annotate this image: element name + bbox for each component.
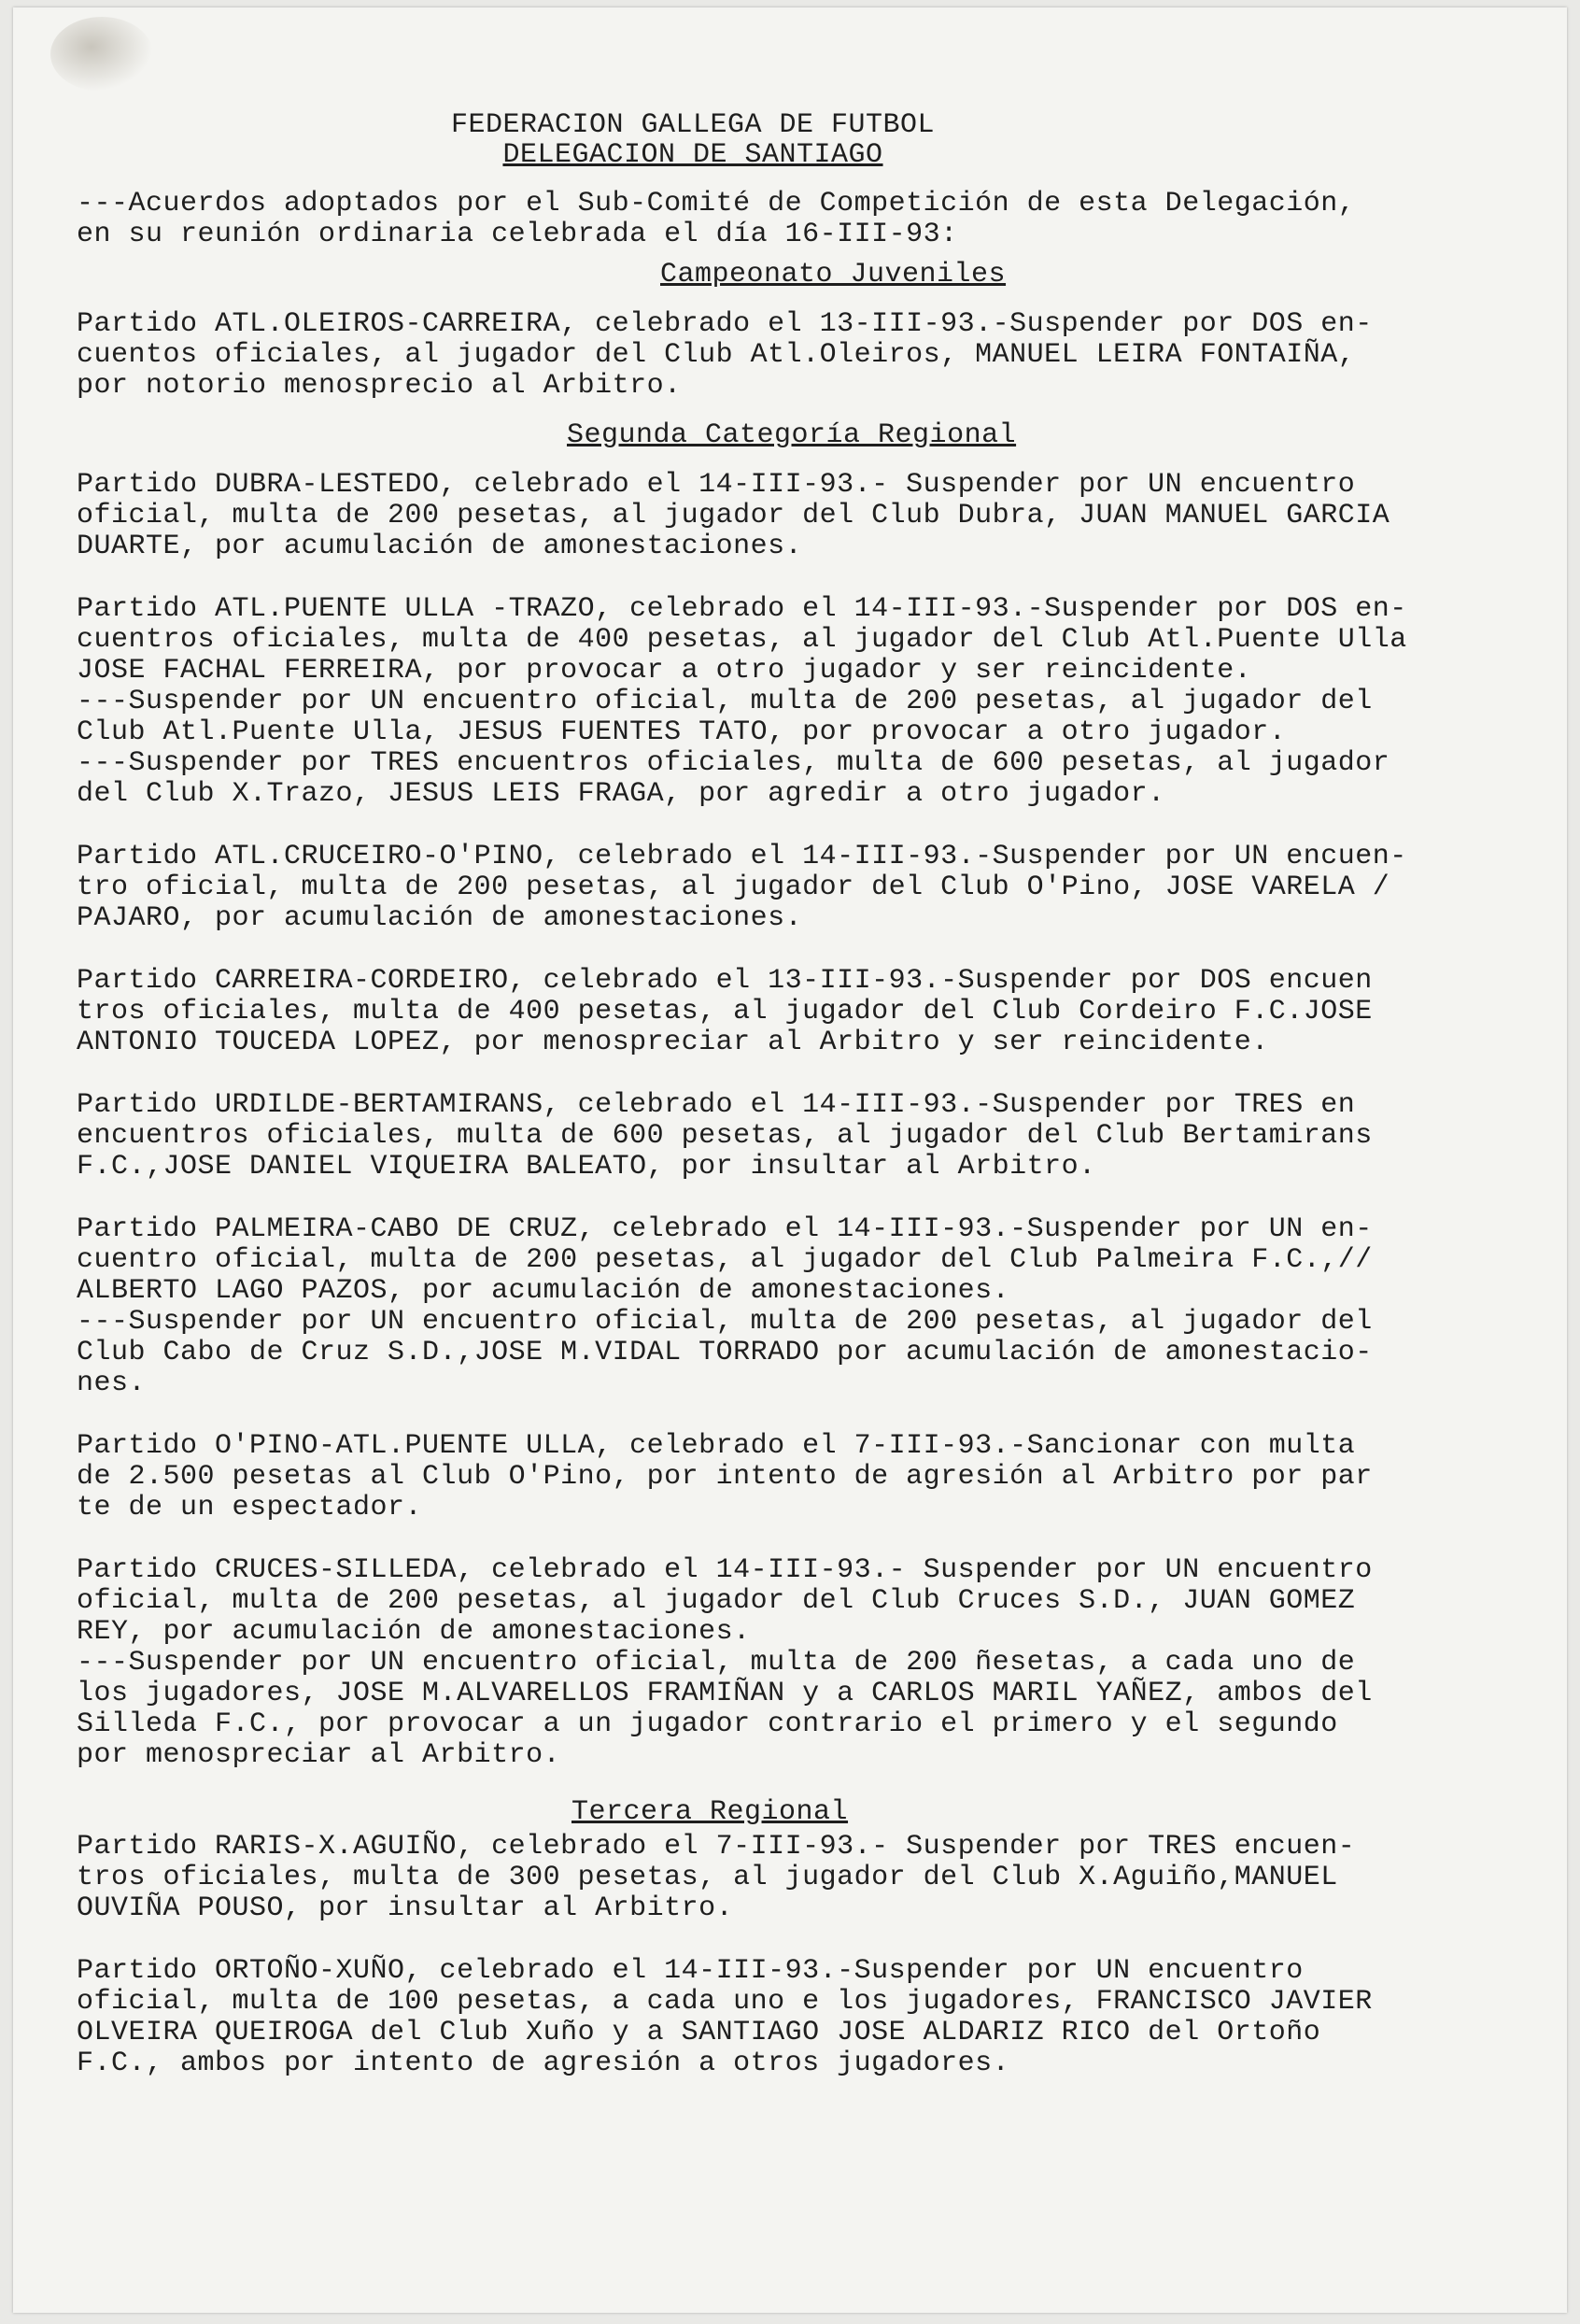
letterhead: [13, 110, 1431, 170]
paragraph-line: del Club X.Trazo, JESUS LEIS FRAGA, por agredir a otro jugador.: [77, 778, 1165, 810]
section-title-juveniles: Campeonato Juveniles: [660, 259, 1007, 290]
paragraph-line: Club Atl.Puente Ulla, JESUS FUENTES TATO, por provocar a otro jugador.: [77, 716, 1287, 748]
paragraph: [77, 594, 1567, 810]
paragraph-line: F.C.,JOSE DANIEL VIQUEIRA BALEATO, por insultar al Arbitro.: [77, 1151, 1096, 1183]
paragraph-line: tros oficiales, multa de 300 pesetas, al jugador del Club X.Aguiño,MANUEL: [77, 1862, 1338, 1893]
paper-stain: [50, 17, 153, 92]
paragraph-line: Partido PALMEIRA-CABO DE CRUZ, celebrado el 14-III-93.-Suspender por UN en-: [77, 1213, 1373, 1245]
paragraph-line: ALBERTO LAGO PAZOS, por acumulación de amonestaciones.: [77, 1275, 1010, 1307]
paragraph: [77, 1214, 1567, 1399]
paragraph-line: los jugadores, JOSE M.ALVARELLOS FRAMIÑAN y a CARLOS MARIL YAÑEZ, ambos del: [77, 1678, 1373, 1709]
paragraph-line: Partido URDILDE-BERTAMIRANS, celebrado el 14-III-93.-Suspender por TRES en: [77, 1089, 1356, 1121]
paragraph-line: OUVIÑA POUSO, por insultar al Arbitro.: [77, 1892, 734, 1924]
paragraph-line: ---Suspender por UN encuentro oficial, multa de 200 pesetas, al jugador del: [77, 1306, 1373, 1338]
document-page: [13, 7, 1567, 2313]
paragraph-line: ---Suspender por UN encuentro oficial, multa de 200 pesetas, al jugador del: [77, 686, 1373, 717]
paragraph-line: por menospreciar al Arbitro.: [77, 1739, 561, 1771]
paragraph-line: tros oficiales, multa de 400 pesetas, al jugador del Club Cordeiro F.C.JOSE: [77, 996, 1373, 1027]
paragraph-line: Partido ATL.CRUCEIRO-O'PINO, celebrado el 14-III-93.-Suspender por UN encuen-: [77, 841, 1407, 872]
paragraph-line: Club Cabo de Cruz S.D.,JOSE M.VIDAL TORRADO por acumulación de amonestacio-: [77, 1337, 1373, 1368]
paragraph-line: PAJARO, por acumulación de amonestaciones.: [77, 902, 803, 934]
section-title-segunda: Segunda Categoría Regional: [567, 419, 1017, 451]
paragraph-line: OLVEIRA QUEIROGA del Club Xuño y a SANTIAGO JOSE ALDARIZ RICO del Ortoño: [77, 2017, 1321, 2048]
paragraph-line: ANTONIO TOUCEDA LOPEZ, por menospreciar al Arbitro y ser reincidente.: [77, 1027, 1269, 1058]
paragraph-line: Partido RARIS-X.AGUIÑO, celebrado el 7-III-93.- Suspender por TRES encuen-: [77, 1831, 1356, 1863]
paragraph-line: Partido CRUCES-SILLEDA, celebrado el 14-III-93.- Suspender por UN encuentro: [77, 1554, 1373, 1586]
paragraph: [77, 842, 1567, 934]
paragraph: [77, 1090, 1567, 1183]
intro-line: en su reunión ordinaria celebrada el día 16-III-93:: [77, 219, 958, 250]
paragraph-line: te de un espectador.: [77, 1492, 423, 1523]
paragraph: [77, 1956, 1567, 2079]
intro-text: [77, 189, 1567, 250]
paragraph-line: cuentros oficiales, multa de 400 pesetas, al jugador del Club Atl.Puente Ulla: [77, 624, 1407, 656]
paragraph-line: ---Suspender por UN encuentro oficial, multa de 200 ñesetas, a cada uno de: [77, 1647, 1356, 1679]
paragraph-line: ---Suspender por TRES encuentros oficiales, multa de 600 pesetas, al jugador: [77, 747, 1390, 779]
paragraph-line: oficial, multa de 200 pesetas, al jugador del Club Dubra, JUAN MANUEL GARCIA: [77, 500, 1390, 531]
paragraph-line: nes.: [77, 1367, 147, 1399]
paragraph-line: Partido ORTOÑO-XUÑO, celebrado el 14-III-93.-Suspender por UN encuentro: [77, 1955, 1304, 1987]
paragraph-line: tro oficial, multa de 200 pesetas, al jugador del Club O'Pino, JOSE VARELA /: [77, 872, 1390, 903]
paragraph-line: cuentos oficiales, al jugador del Club Atl.Oleiros, MANUEL LEIRA FONTAIÑA,: [77, 339, 1356, 371]
paragraph-line: encuentros oficiales, multa de 600 pesetas, al jugador del Club Bertamirans: [77, 1120, 1373, 1152]
paragraph: [77, 309, 1567, 402]
paragraph-line: oficial, multa de 200 pesetas, al jugador del Club Cruces S.D., JUAN GOMEZ: [77, 1585, 1356, 1617]
section-title-tercera: Tercera Regional: [571, 1796, 849, 1828]
paragraph-line: F.C., ambos por intento de agresión a otros jugadores.: [77, 2048, 1010, 2079]
document-content: [77, 110, 1567, 2079]
paragraph: [77, 1431, 1567, 1523]
paragraph: [77, 966, 1567, 1058]
paragraph-line: Partido ATL.OLEIROS-CARREIRA, celebrado el 13-III-93.-Suspender por DOS en-: [77, 308, 1373, 340]
paragraph-line: cuentro oficial, multa de 200 pesetas, al jugador del Club Palmeira F.C.,//: [77, 1244, 1373, 1276]
paragraph: [77, 470, 1567, 562]
paragraph-line: Partido CARREIRA-CORDEIRO, celebrado el 13-III-93.-Suspender por DOS encuen: [77, 965, 1373, 997]
paragraph-line: REY, por acumulación de amonestaciones.: [77, 1616, 751, 1648]
paragraph: [77, 1832, 1567, 1924]
paragraph-line: JOSE FACHAL FERREIRA, por provocar a otro jugador y ser reincidente.: [77, 655, 1252, 687]
paragraph-line: DUARTE, por acumulación de amonestaciones.: [77, 531, 803, 562]
paragraph-line: oficial, multa de 100 pesetas, a cada uno e los jugadores, FRANCISCO JAVIER: [77, 1986, 1373, 2018]
paragraph-line: Partido DUBRA-LESTEDO, celebrado el 14-III-93.- Suspender por UN encuentro: [77, 469, 1356, 501]
paragraph-line: Partido O'PINO-ATL.PUENTE ULLA, celebrado el 7-III-93.-Sancionar con multa: [77, 1430, 1356, 1462]
federation-title: FEDERACION GALLEGA DE FUTBOL: [450, 109, 936, 141]
paragraph: [77, 1555, 1567, 1771]
paragraph-line: Silleda F.C., por provocar a un jugador contrario el primero y el segundo: [77, 1708, 1338, 1740]
delegation-title: DELEGACION DE SANTIAGO: [502, 139, 883, 171]
intro-line: ---Acuerdos adoptados por el Sub-Comité de Competición de esta Delegación,: [77, 188, 1356, 220]
paragraph-line: de 2.500 pesetas al Club O'Pino, por intento de agresión al Arbitro por par: [77, 1461, 1373, 1493]
paragraph-line: por notorio menosprecio al Arbitro.: [77, 370, 682, 402]
paragraph-line: Partido ATL.PUENTE ULLA -TRAZO, celebrado el 14-III-93.-Suspender por DOS en-: [77, 593, 1407, 625]
